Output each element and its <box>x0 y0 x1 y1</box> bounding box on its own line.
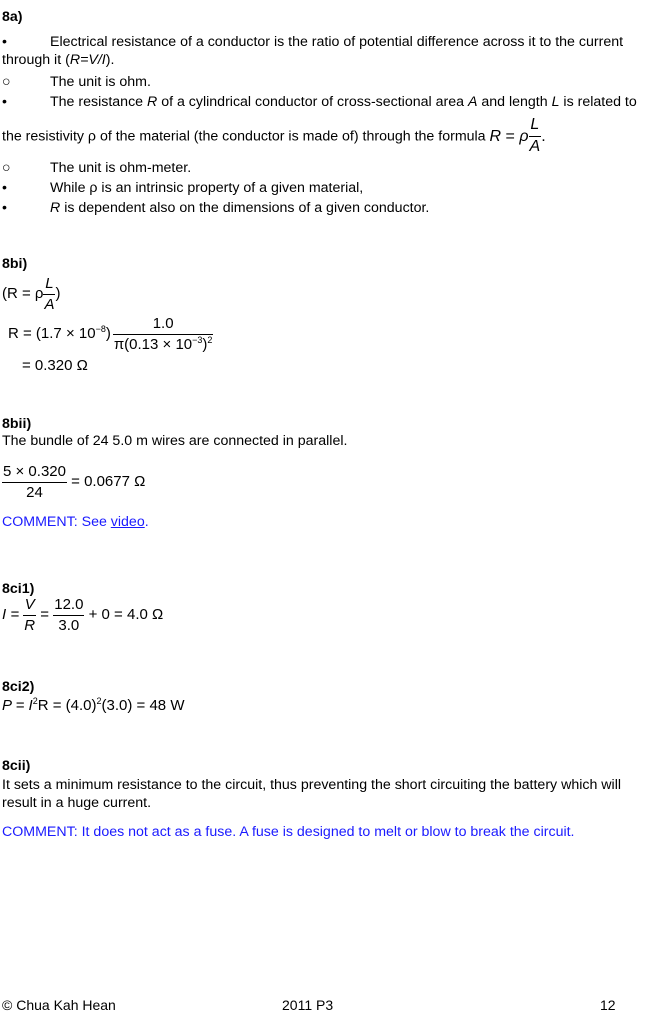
footer-page-number: 12 <box>600 997 616 1013</box>
sub-item-unit-ohm: ○ The unit is ohm. <box>2 74 151 90</box>
formula-resistance-substitution: $R = (1.7 \times 10^{-8})$ $\frac{1.0}{\pi(0.13 \times 10^{-3})^2}$ <box>8 315 213 353</box>
heading-8ci1: 8ci1) <box>2 581 35 597</box>
formula-power: $P = I^2R = (4.0)^2(3.0) = 48$ W <box>2 696 185 714</box>
bullet-intrinsic: • While ρ is an intrinsic property of a given material, <box>2 180 364 196</box>
footer-paper: 2011 P3 <box>282 997 334 1013</box>
bullet-2-line-a: The resistance R of a cylindrical conductor of cross-sectional area A and length L is related to <box>50 94 637 110</box>
comment-8bii: COMMENT: See video. <box>2 514 149 530</box>
formula-resistance-recall: (R = ρ $\frac{L}{A}$ ) <box>2 275 61 313</box>
result-8bi: = 0.320 Ω <box>22 357 88 374</box>
bullet-icon: • <box>2 34 7 50</box>
bullet-resistivity <box>2 93 666 111</box>
heading-8bii: 8bii) <box>2 416 32 432</box>
sub-item-unit-ohm-meter: ○ The unit is ohm-meter. <box>2 160 192 176</box>
comment-8cii: COMMENT: It does not act as a fuse. A fuse is designed to melt or blow to break the circuit. <box>2 824 575 840</box>
bullet-2-line-b: the resistivity ρ of the material (the conductor is made of) through the formula R = ρ $\frac{L}{A}$ . <box>2 115 546 158</box>
bullet-1-line-a: Electrical resistance of a conductor is the ratio of potential difference across it to the current <box>50 34 624 50</box>
footer-author: © Chua Kah Hean <box>2 997 116 1013</box>
formula-current: I = $\frac{V}{R}$ = $\frac{12.0}{3.0}$ + 0 = 4.0 Ω <box>2 596 164 634</box>
resistivity-formula: R = ρ $\frac{L}{A}$ . <box>490 128 546 145</box>
heading-8ci2: 8ci2) <box>2 679 35 695</box>
bullet-1-line-b: through it (R=V/I). <box>2 52 115 69</box>
bullet-icon: • <box>2 94 7 110</box>
heading-8cii: 8cii) <box>2 758 31 774</box>
heading-8bi: 8bi) <box>2 256 28 272</box>
video-link[interactable]: video <box>110 514 145 530</box>
circle-bullet-icon: ○ <box>2 74 11 90</box>
formula-parallel-resistance: $\frac{5 \times 0.320}{24}$ = 0.0677 Ω <box>3 463 146 501</box>
circle-bullet-icon: ○ <box>2 160 11 176</box>
bullet-icon: • <box>2 200 7 216</box>
bullet-icon: • <box>2 180 7 196</box>
text-8cii: It sets a minimum resistance to the circuit, thus preventing the short circuiting the battery which will result in a huge current. <box>2 777 621 812</box>
bullet-dimensions: • R is dependent also on the dimensions of a given conductor. <box>2 200 430 216</box>
text-8bii: The bundle of 24 5.0 m wires are connected in parallel. <box>2 433 348 449</box>
heading-8a: 8a) <box>2 9 23 25</box>
bullet-definition <box>2 33 666 70</box>
